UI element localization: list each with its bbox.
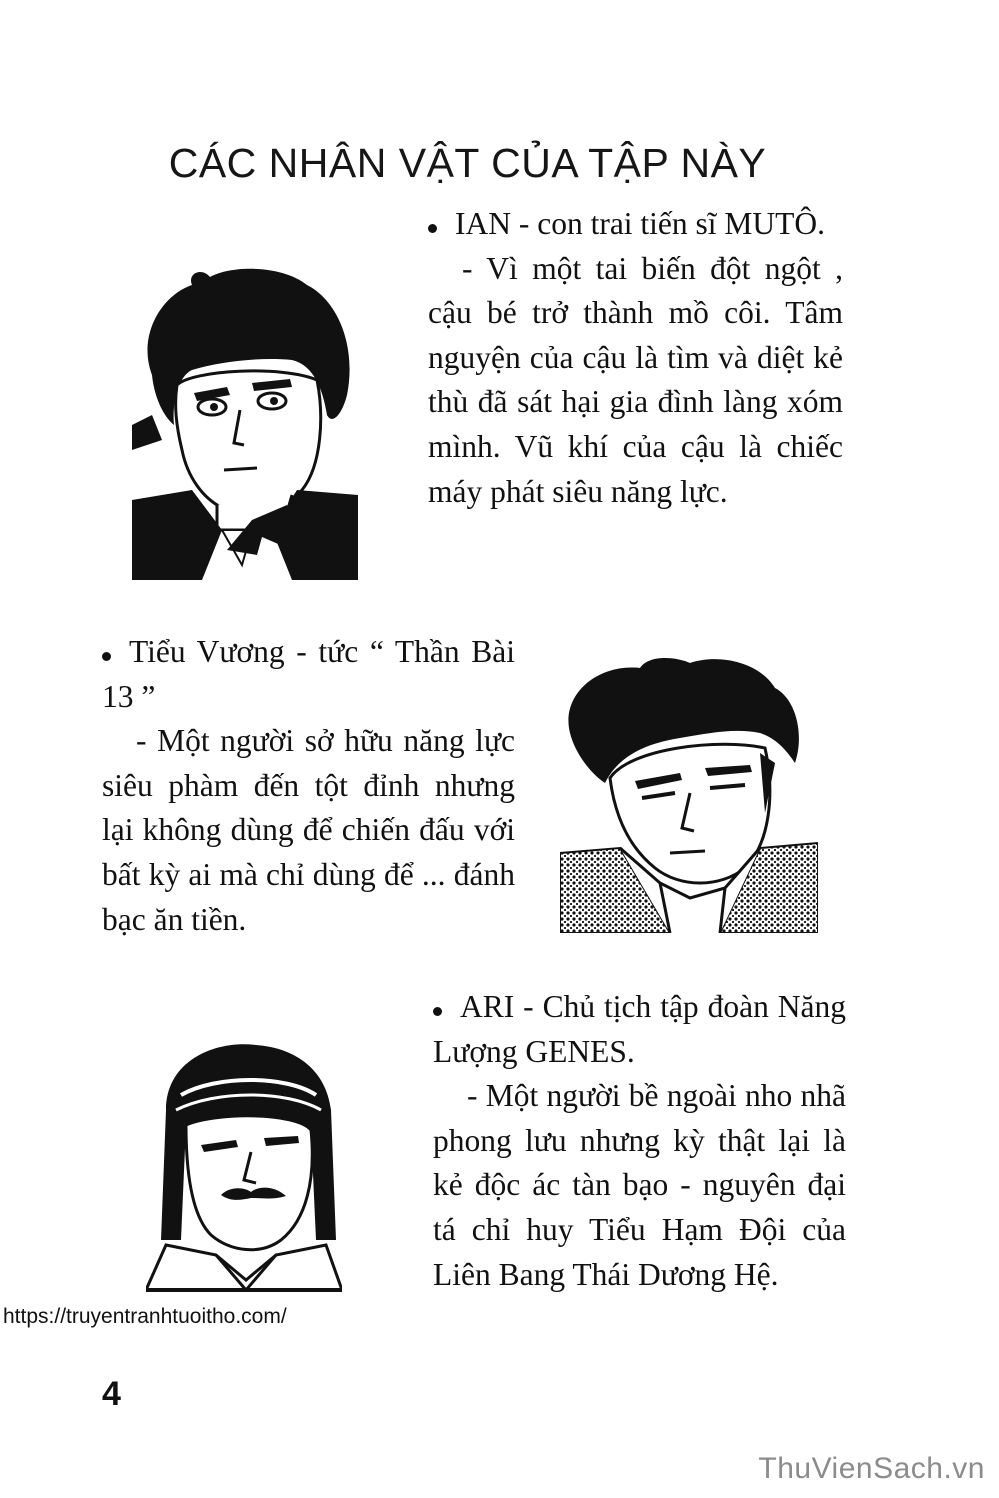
source-url: https://truyentranhtuoitho.com/: [3, 1305, 287, 1328]
page-number: 4: [102, 1375, 121, 1413]
ian-portrait-icon: [132, 265, 358, 580]
character-ari-text: [433, 985, 846, 1297]
tieu-vuong-portrait-icon: [560, 653, 818, 933]
character-tieu-vuong-description: - Một người sở hữu năng lực siêu phàm đến tột đỉnh nhưng lại không dùng để chiến đấu với bất kỳ ai mà chỉ dùng để ... đánh bạc ăn tiền.: [102, 723, 515, 937]
bullet-icon: [102, 652, 111, 661]
page-title: CÁC NHÂN VẬT CỦA TẬP NÀY: [168, 140, 767, 186]
bullet-icon: [428, 224, 437, 233]
character-ian-description: - Vì một tai biến đột ngột , cậu bé trở thành mồ côi. Tâm nguyện của cậu là tìm và diệt kẻ thù đã sát hại gia đình làng xóm mình. Vũ khí của cậu là chiếc máy phát siêu năng lực.: [428, 250, 843, 509]
character-ian-text: [428, 202, 843, 514]
character-tieu-vuong-text: [102, 630, 515, 942]
watermark: ThuVienSach.vn: [758, 1452, 985, 1485]
character-ian-heading: IAN - con trai tiến sĩ MUTÔ.: [455, 206, 826, 241]
ari-portrait-icon: [146, 1040, 342, 1292]
character-tieu-vuong-heading: Tiểu Vương - tức “ Thần Bài 13 ”: [102, 634, 515, 714]
character-ari-heading: ARI - Chủ tịch tập đoàn Năng Lượng GENES.: [433, 989, 846, 1069]
bullet-icon: [433, 1007, 442, 1016]
character-ari-description: - Một người bề ngoài nho nhã phong lưu nhưng kỳ thật lại là kẻ độc ác tàn bạo - nguyên đại tá chỉ huy Tiểu Hạm Đội của Liên Bang Thái Dương Hệ.: [433, 1078, 846, 1292]
